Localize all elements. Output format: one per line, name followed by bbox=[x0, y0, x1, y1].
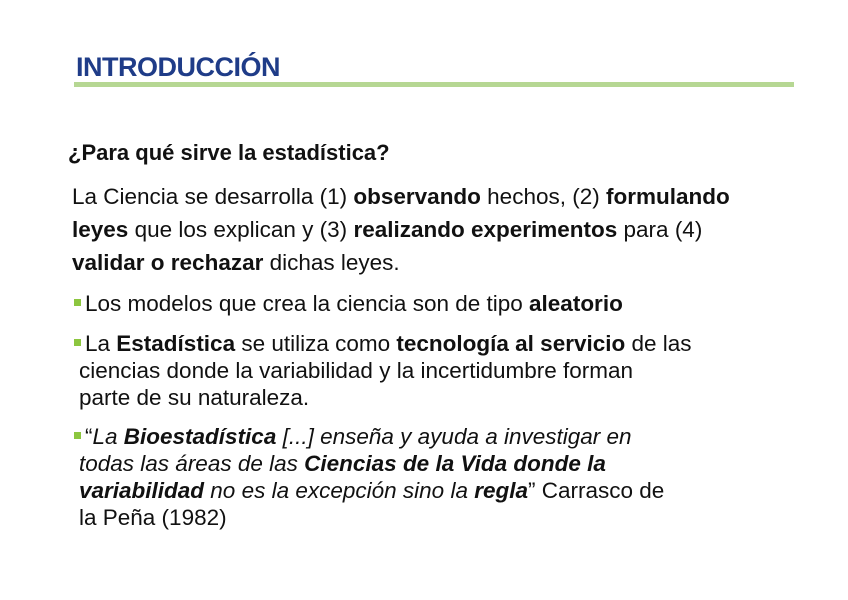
text-span: La bbox=[85, 331, 117, 356]
text-span: hechos, (2) bbox=[480, 184, 606, 209]
bullet-item-3 bbox=[74, 423, 804, 531]
bullet-item-1 bbox=[74, 290, 804, 317]
bullet-item-2 bbox=[74, 330, 804, 411]
italic-span: todas las áreas de las bbox=[79, 451, 305, 476]
bold-italic-span: Ciencias de la Vida donde la bbox=[304, 451, 606, 476]
bullet-2-line-2: ciencias donde la variabilidad y la incertidumbre forman bbox=[79, 358, 634, 383]
italic-span: [...] enseña y ayuda a investigar en bbox=[276, 424, 632, 449]
bullet-1-line-1 bbox=[74, 290, 804, 317]
bullet-3-line-3 bbox=[74, 477, 804, 504]
bold-span: realizando experimentos bbox=[353, 217, 618, 242]
slide-title: INTRODUCCIÓN bbox=[76, 52, 280, 82]
bullet-2-line-1 bbox=[74, 330, 804, 357]
text-span: dichas leyes. bbox=[263, 250, 400, 275]
bold-span: observando bbox=[353, 184, 481, 209]
text-span: “ bbox=[85, 424, 93, 449]
text-span: La Ciencia se desarrolla (1) bbox=[72, 184, 354, 209]
bold-italic-span: regla bbox=[474, 478, 528, 503]
bullet-3-line-4: la Peña (1982) bbox=[79, 505, 227, 530]
bold-span: Estadística bbox=[116, 331, 236, 356]
bold-italic-span: Bioestadística bbox=[123, 424, 277, 449]
text-span: ” Carrasco de bbox=[528, 478, 665, 503]
bold-italic-span: variabilidad bbox=[79, 478, 205, 503]
text-span: Los modelos que crea la ciencia son de tipo bbox=[85, 291, 530, 316]
section-question: ¿Para qué sirve la estadística? bbox=[68, 140, 390, 165]
italic-span: no es la excepción sino la bbox=[204, 478, 475, 503]
text-span: para (4) bbox=[617, 217, 703, 242]
bold-span: validar o rechazar bbox=[72, 250, 264, 275]
bold-span: leyes bbox=[72, 217, 129, 242]
italic-span: La bbox=[92, 424, 124, 449]
text-span: se utiliza como bbox=[235, 331, 397, 356]
bullet-square-icon bbox=[74, 299, 81, 306]
bold-span: aleatorio bbox=[529, 291, 623, 316]
intro-line-1 bbox=[72, 180, 812, 213]
bullet-3-line-2 bbox=[74, 450, 804, 477]
bold-span: tecnología al servicio bbox=[396, 331, 626, 356]
text-span: que los explican y (3) bbox=[128, 217, 354, 242]
bullet-square-icon bbox=[74, 432, 81, 439]
bullet-square-icon bbox=[74, 339, 81, 346]
title-underline bbox=[74, 82, 794, 87]
intro-paragraph bbox=[72, 180, 812, 279]
text-span: de las bbox=[625, 331, 692, 356]
intro-line-3 bbox=[72, 246, 812, 279]
bullet-3-line-1 bbox=[74, 423, 804, 450]
bold-span: formulando bbox=[605, 184, 730, 209]
intro-line-2 bbox=[72, 213, 812, 246]
bullet-2-line-3: parte de su naturaleza. bbox=[79, 385, 310, 410]
